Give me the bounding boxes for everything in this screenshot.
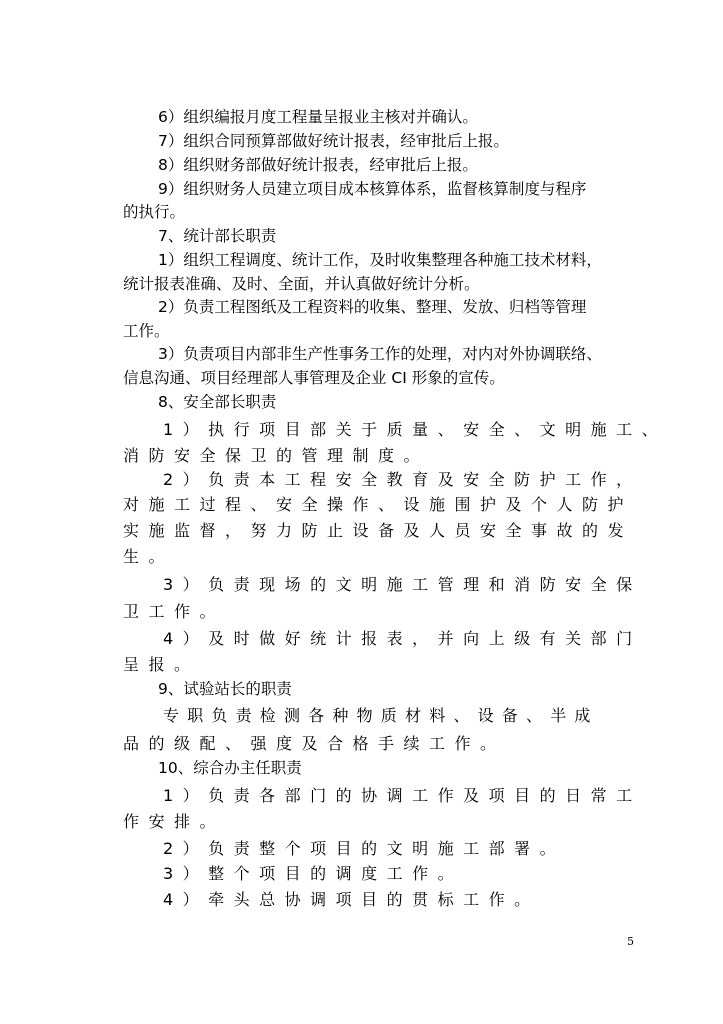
- text-line: 卫工作。: [123, 602, 226, 621]
- text-line: 统计报表准确、及时、全面，并认真做好统计分析。: [123, 275, 480, 293]
- text-line: 7）组织合同预算部做好统计报表，经审批后上报。: [158, 132, 509, 150]
- text-line: 消防安全保卫的管理制度。: [123, 446, 430, 465]
- text-line: 2）负责工程图纸及工程资料的收集、整理、发放、归档等管理: [158, 298, 587, 316]
- text-line: 2）负责整个项目的文明施工部署。: [163, 839, 566, 858]
- text-line: 实施监督，努力防止设备及人员安全事故的发: [123, 521, 634, 540]
- text-line: 呈报。: [123, 655, 200, 674]
- text-line: 作安排。: [123, 812, 226, 831]
- text-line: 1）组织工程调度、统计工作，及时收集整理各种施工技术材料，: [158, 251, 602, 269]
- text-line: 1）负责各部门的协调工作及项目的日常工: [163, 786, 642, 805]
- page-number: 5: [627, 935, 634, 948]
- section-heading: 8、安全部长职责: [158, 393, 277, 411]
- text-line: 3）整个项目的调度工作。: [163, 864, 464, 883]
- text-line: 8）组织财务部做好统计报表，经审批后上报。: [158, 156, 478, 174]
- text-line: 专职负责检测各种物质材料、设备、半成: [163, 706, 599, 725]
- text-line: 的执行。: [123, 203, 186, 221]
- text-line: 对施工过程、安全操作、设施围护及个人防护: [123, 495, 634, 514]
- section-heading: 10、综合办主任职责: [158, 759, 302, 777]
- section-heading: 7、统计部长职责: [158, 227, 277, 245]
- text-line: 品的级配、强度及合格手续工作。: [123, 734, 506, 753]
- text-line: 3）负责项目内部非生产性事务工作的处理，对内对外协调联络、: [158, 345, 602, 363]
- text-line: 2）负责本工程安全教育及安全防护工作，: [163, 470, 642, 489]
- text-line: 信息沟通、项目经理部人事管理及企业 CI 形象的宣传。: [123, 369, 505, 387]
- text-line: 1）执行项目部关于质量、安全、文明施工、: [163, 420, 668, 439]
- text-line: 生。: [123, 547, 175, 566]
- text-line: 4）牵头总协调项目的贯标工作。: [163, 890, 540, 909]
- text-line: 3）负责现场的文明施工管理和消防安全保: [163, 575, 642, 594]
- text-line: 工作。: [123, 322, 170, 340]
- section-heading: 9、试验站长的职责: [158, 680, 292, 698]
- text-line: 9）组织财务人员建立项目成本核算体系，监督核算制度与程序: [158, 180, 587, 198]
- text-line: 6）组织编报月度工程量呈报业主核对并确认。: [158, 108, 478, 126]
- text-line: 4）及时做好统计报表，并向上级有关部门: [163, 629, 642, 648]
